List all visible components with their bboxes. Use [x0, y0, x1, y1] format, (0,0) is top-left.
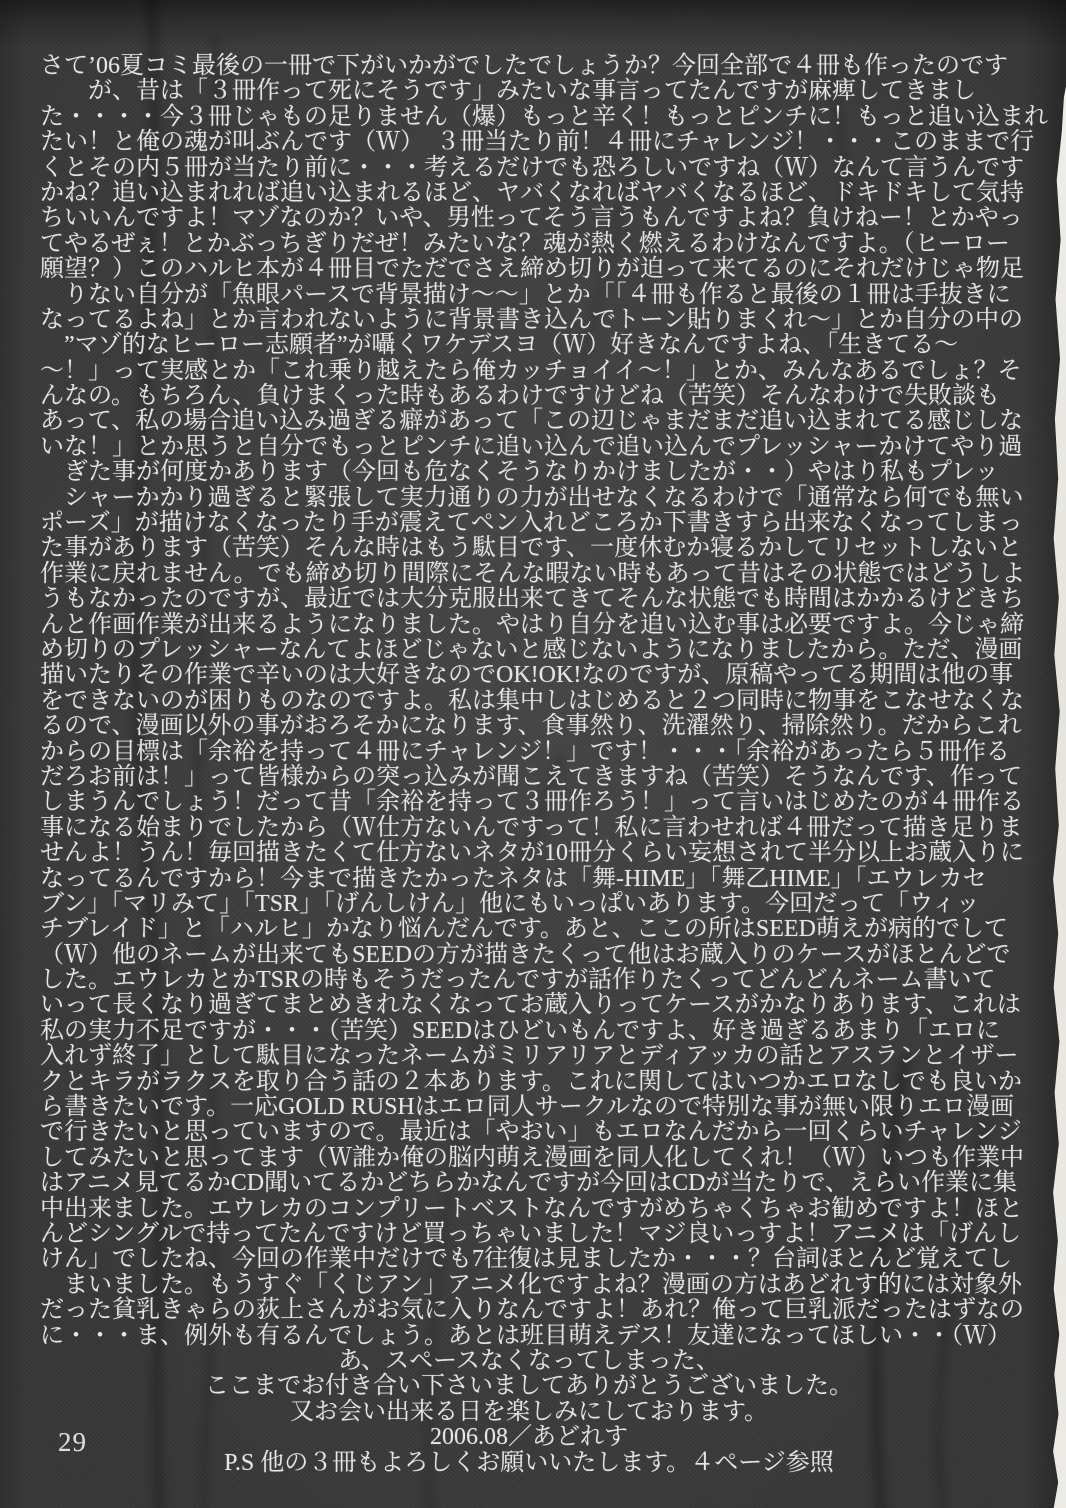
text-line: た・・・・今３冊じゃもの足りません（爆）もっと辛く！もっとピンチに！もっと追い込まれ [40, 103, 1048, 130]
page-number: 29 [58, 1427, 87, 1457]
text-line: けん」でしたね、今回の作業中だけでも7往復は見ましたか・・・？台詞ほとんど覚えてし [40, 1246, 1012, 1273]
text-line: んなの。もちろん、負けまくった時もあるわけですけどね（苦笑）そんなわけで失敗談も [40, 383, 1000, 410]
text-line: かね？追い込まれれば追い込まれるほど、ヤバくなればヤバくなるほど、ドキドキして気持 [40, 179, 1024, 206]
text-line: してみたいと思ってます（Ｗ誰か俺の脳内萌え漫画を同人化してくれ！（Ｗ）いつも作業中 [40, 1144, 1024, 1171]
text-line: んと作画作業が出来るようになりました。やはり自分を追い込む事は必要ですよ。今じゃ締 [40, 611, 1024, 638]
text-line: はアニメ見てるかCD聞いてるかどちらかなんですが今回はCDが当たりで、えらい作業に集 [40, 1170, 1017, 1197]
text-line: りない自分が「魚眼パースで背景描け〜〜」とか「「４冊も作ると最後の１冊は手抜きに [40, 281, 1011, 308]
text-line: いな！」とか思うと自分でもっとピンチに追い込んで追い込んでプレッシャーかけてやり過 [40, 433, 1023, 460]
text-line: さて’06夏コミ最後の一冊で下がいかがでしたでしょうか？今回全部で４冊も作ったのです [40, 53, 1008, 79]
text-line: チブレイド」と「ハルヒ」かなり悩んだんです。あと、ここの所はSEED萌えが病的でして [40, 916, 1008, 943]
text-line: 中出来ました。エウレカのコンプリートベストなんですがめちゃくちゃお勧めですよ！ほと [40, 1195, 1024, 1222]
text-line: した。エウレカとかTSRの時もそうだったんですが話作りたくってどんどんネーム書いて [40, 967, 996, 994]
text-line: で行きたいと思っていますので。最近は「やおい」もエロなんだから一回くらいチャレンジ [40, 1119, 1022, 1146]
text-line: あって、私の場合追い込み過ぎる癖があって「この辺じゃまだまだ追い込まれてる感じしな [40, 408, 1024, 435]
text-line: 2006.08／あどれす [430, 1424, 628, 1451]
text-line: 事になる始まりでしたから（Ｗ仕方ないんですって！私に言わせれば４冊だって描き足りま [40, 814, 1023, 841]
afterword-body-text [40, 53, 1048, 1349]
text-line: ぎた事が何度かあります（今回も危なくそうなりかけましたが・・）やはり私もプレッ [40, 459, 999, 486]
text-line: P.S 他の３冊もよろしくお願いいたします。４ページ参照 [224, 1449, 834, 1476]
text-line: ちいいんですよ！マゾなのか？いや、男性ってそう言うもんですよね？負けねー！とかやっ [40, 205, 1023, 232]
text-line: だろお前は！」って皆様からの突っ込みが聞こえてきますね（苦笑）そうなんです、作って [40, 763, 1023, 790]
text-line: 作業に戻れません。でも締め切り間際にそんな暇ない時もあって昔はその状態ではどうしよ [40, 560, 1026, 587]
text-line: ここまでお付き合い下さいましてありがとうございました。 [205, 1373, 853, 1400]
text-line: からの目標は「余裕を持って４冊にチャレンジ！」です！・・・「余裕があったら５冊作る [40, 738, 1010, 765]
torn-paper-edge [1051, 86, 1066, 1508]
text-line: たい！と俺の魂が叫ぶんです（Ｗ） ３冊当たり前！４冊にチャレンジ！・・・このままで行 [40, 129, 1035, 156]
text-line: しまうんでしょう！だって昔「余裕を持って３冊作ろう！」って言いはじめたのが４冊作る [40, 789, 1024, 816]
text-line: 〜！」って実感とか「これ乗り越えたら俺カッチョイイ〜！」とか、みんなあるでしょ？そ [40, 357, 1022, 384]
text-line: 入れず終了」として駄目になったネームがミリアリアとディアッカの話とアスランとイザー [40, 1043, 1019, 1070]
text-line: まいました。もうすぐ「くじアン」アニメ化ですよね？漫画の方はあどれす的には対象外 [40, 1271, 1022, 1298]
text-line: せんよ！うん！毎回描きたくて仕方ないネタが10冊分くらい妄想されて半分以上お蔵入りに [40, 840, 1024, 867]
text-line: てやるぜぇ！とかぶっちぎりだぜ！みたいな？魂が熱く燃えるわけなんですよ。（ヒーロー [40, 230, 1010, 257]
text-line: シャーかかり過ぎると緊張して実力通りの力が出せなくなるわけで「通常なら何でも無い [40, 484, 1024, 511]
text-line: くとその内５冊が当たり前に・・・考えるだけでも恐ろしいですね（Ｗ）なんて言うんです [40, 154, 1024, 181]
text-line: が、昔は「３冊作って死にそうです」みたいな事言ってたんですが麻痺してきまし [40, 78, 976, 105]
text-line: をできないのが困りものなのですよ。私は集中しはじめると２つ同時に物事をこなせなくな [40, 687, 1024, 714]
text-line: に・・・ま、例外も有るんでしょう。あとは班目萌えデス！友達になってほしい・・（Ｗ） [40, 1322, 1012, 1349]
text-line: ポーズ」が描けなくなったり手が震えてペン入れどころか下書きすら出来なくなってしまっ [40, 510, 1023, 537]
text-line: 又お会い出来る日を楽しみにしております。 [289, 1398, 769, 1425]
text-line: 私の実力不足ですが・・・（苦笑）SEEDはひどいもんですよ、好き過ぎるあまり「エロに [40, 1017, 1000, 1044]
text-line: 描いたりその作業で辛いのは大好きなのでOK!OK!なのですが、原稿やってる期間は他の事 [40, 662, 1014, 689]
text-line: うもなかったのですが、最近では大分克服出来てきてそんな状態でも時間はかかるけどきち [40, 586, 1024, 613]
text-line: ブン」「マリみて」「TSR」「げんしけん」他にもいっぱいあります。今回だって「ウィッ [40, 890, 980, 917]
text-line: るので、漫画以外の事がおろそかになります、食事然り、洗濯然り、掃除然り。だからこれ [40, 713, 1022, 740]
text-line: なってるよね」とか言われないように背景書き込んでトーン貼りまくれ〜」とか自分の中の [40, 306, 1024, 333]
text-line: 願望？）このハルヒ本が４冊目でただでさえ締め切りが迫って来てるのにそれだけじゃ物足 [40, 256, 1024, 283]
text-line: クとキラがラクスを取り合う話の２本あります。これに関してはいつかエロなしでも良いか [40, 1068, 1022, 1095]
text-line: （Ｗ）他のネームが出来てもSEEDの方が描きたくって他はお蔵入りのケースがほとんどで [40, 941, 1011, 968]
text-line: んどシングルで持ってたんですけど買っちゃいました！マジ良いっすよ！アニメは「げんし [40, 1220, 1021, 1247]
text-line: た事があります（苦笑）そんな時はもう駄目です、一度休むか寝るかしてリセットしないと [40, 535, 1022, 562]
text-line: ら書きたいです。一応GOLD RUSHはエロ同人サークルなので特別な事が無い限りエロ漫画 [40, 1094, 1015, 1121]
text-line: いって長くなり過ぎてまとめきれなくなってお蔵入りってケースがかなりあります、これは [40, 992, 1021, 1019]
text-line: ”マゾ的なヒーロー志願者”が囁くワケデスヨ（Ｗ）好きなんですよね、「生きてる〜 [40, 332, 959, 359]
afterword-closing-text [40, 1349, 1018, 1476]
text-line: め切りのプレッシャーなんてよほどじゃないと感じないようになりましたから。ただ、漫画 [40, 636, 1023, 663]
text-line: あ、スペースなくなってしまった、 [338, 1348, 720, 1374]
text-line: だった貧乳きゃらの荻上さんがお気に入りなんですよ！あれ？俺って巨乳派だったはずなの [40, 1297, 1024, 1324]
text-line: なってるんですから！今まで描きたかったネタは「舞-HIME」「舞乙HIME」「エウレカセ [40, 865, 987, 892]
